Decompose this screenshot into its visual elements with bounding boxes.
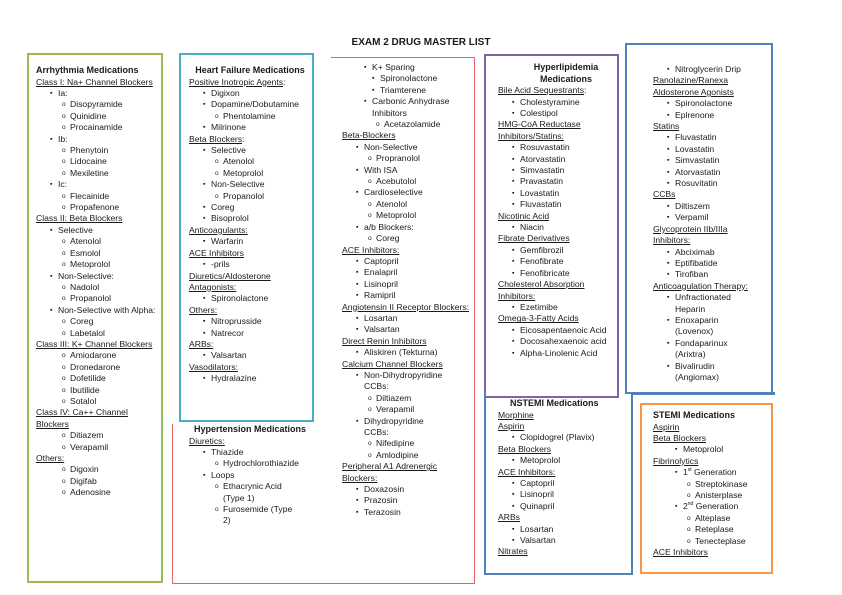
list-item: ▪ Lisinopril: [498, 489, 630, 500]
list-item: o Hydrochlorothiazide: [189, 458, 311, 469]
colon: :: [283, 76, 286, 87]
nstemi-section-cont: [653, 64, 771, 383]
list-item: ▪ Loops: [189, 470, 311, 481]
list-item: ▪ Carbonic Anhydrase Inhibitors: [342, 96, 472, 119]
list-item: ▪ Simvastatin: [498, 165, 620, 176]
list-item: o Nifedipine: [342, 438, 474, 449]
subheading: Nicotinic Acid: [498, 210, 550, 221]
subheading: ACE Inhibitors:: [498, 466, 556, 477]
list-item: o Ditiazem: [36, 430, 162, 441]
list-item: o Atenolol: [189, 156, 311, 167]
list-item: o Atenolol: [342, 199, 474, 210]
list-item: o Phentolamine: [189, 111, 311, 122]
list-item: ▪ Non-Dihydropyridine CCBs:: [342, 370, 454, 393]
list-item: o Adenosine: [36, 487, 162, 498]
list-item: ▪ Fenofibricate: [498, 268, 620, 279]
subheading: ACE Inhibitors: [189, 247, 244, 258]
list-item: ▪ Ic:: [36, 179, 162, 190]
list-item: ▪ Verpamil: [653, 212, 771, 223]
list-item: ▪ Captopril: [498, 478, 630, 489]
list-item: o Anisterplase: [653, 490, 771, 501]
list-item: o Tenecteplase: [653, 536, 771, 547]
hypertension-section-start: [189, 424, 311, 527]
page-title: EXAM 2 DRUG MASTER LIST: [351, 37, 491, 48]
colon: :: [242, 133, 245, 144]
list-item: ▪ Atorvastatin: [498, 154, 620, 165]
subheading: Diuretics/Aldosterone Antagonists:: [189, 270, 271, 292]
list-item: ▪ Selective: [36, 225, 162, 236]
list-item: ▪ Metoprolol: [653, 444, 771, 455]
list-item: ▪ Terazosin: [342, 507, 474, 518]
list-item: ▪ Clopidogrel (Plavix): [498, 432, 630, 443]
list-item: ▪ Lovastatin: [653, 144, 771, 155]
list-item: o Acetazolamide: [342, 119, 474, 130]
subheading: Vasodilators:: [189, 361, 239, 372]
list-item: o Dofetilide: [36, 373, 162, 384]
list-item: o Ibutilide: [36, 385, 162, 396]
subheading: Others:: [36, 453, 65, 463]
list-item: ▪ Spironolactone: [653, 98, 771, 109]
colon: :: [584, 85, 587, 96]
list-item: ▪ Eplrenone: [653, 110, 771, 121]
list-item: o Amlodipine: [342, 450, 474, 461]
gen-suffix: st: [687, 467, 692, 474]
gen-label: Generation: [691, 467, 737, 478]
subheading: Anticoagulants:: [189, 224, 248, 235]
list-item: ▪ a/b Blockers:: [342, 222, 474, 233]
subheading: Diuretics:: [189, 435, 225, 446]
heart-failure-section: [189, 65, 311, 385]
list-item: o Atenolol: [36, 236, 162, 247]
subheading: Glycoprotein IIb/IIIa Inhibitors:: [653, 223, 728, 246]
subheading: HMG-CoA Reductase Inhibitors/Statins:: [498, 119, 581, 141]
nstemi-connector: [631, 392, 775, 395]
list-item: ▪ Valsartan: [498, 535, 630, 546]
gen-label: Generation: [693, 501, 739, 512]
list-item: ▪ Natrecor: [189, 328, 311, 339]
list-item: ▪ Rosuvastatin: [498, 142, 620, 153]
list-item: ▪ Non-Selective with Alpha:: [36, 305, 162, 316]
list-item: ▪ Ramipril: [342, 290, 474, 301]
subheading: Others:: [189, 304, 218, 315]
list-item: ▪ Fondaparinux (Arixtra): [653, 338, 747, 361]
list-item: ▪ Selective: [189, 145, 311, 156]
list-item: ▪ Eicosapentaenoic Acid: [498, 325, 608, 336]
list-item: o Metoprolol: [36, 259, 162, 270]
list-item: ▪ Bivalirudin (Angiomax): [653, 361, 747, 384]
gen-number: 2: [683, 501, 688, 512]
list-item: o Procainamide: [36, 122, 162, 133]
subheading: Morphine: [498, 409, 534, 420]
list-item: ▪ Triamterene: [342, 85, 474, 96]
list-item: ▪ Non-Selective: [342, 142, 474, 153]
list-item: o Ethacrynic Acid (Type 1): [189, 481, 293, 504]
list-item: ▪ Fluvastatin: [498, 199, 620, 210]
subheading: Statins: [653, 121, 680, 132]
subheading: Anticoagulation Therapy:: [653, 280, 748, 291]
list-item: ▪ Valsartan: [189, 350, 311, 361]
list-item: o Verapamil: [36, 442, 162, 453]
subheading: ACE Inhibitors: [653, 547, 708, 558]
list-item: ▪ Ia:: [36, 88, 162, 99]
list-item: o Alteplase: [653, 513, 771, 524]
list-item: ▪ Quinapril: [498, 501, 630, 512]
list-item: ▪ With ISA: [342, 165, 474, 176]
list-item: o Streptokinase: [653, 479, 771, 490]
list-item: ▪ Gemfibrozil: [498, 245, 620, 256]
list-item: o Verapamil: [342, 404, 474, 415]
list-item: ▪ Abciximab: [653, 247, 771, 258]
list-item: ▪ Lisinopril: [342, 279, 474, 290]
section-heading: Hypertension Medications: [193, 424, 307, 434]
list-item: ▪ Milrinone: [189, 122, 311, 133]
list-item: ▪ Eptifibatide: [653, 258, 771, 269]
list-item: ▪ Thiazide: [189, 447, 311, 458]
list-item: o Nadolol: [36, 282, 162, 293]
list-item: ▪ Hydralazine: [189, 373, 311, 384]
list-item: ▪ Lovastatin: [498, 188, 620, 199]
subheading: Direct Renin Inhibitors: [342, 335, 427, 346]
subheading: Nitrates: [498, 546, 528, 557]
gen-number: 1: [683, 467, 688, 478]
list-item: ▪ Ezetimibe: [498, 302, 620, 313]
gen-suffix: nd: [687, 501, 694, 508]
list-item: o Digoxin: [36, 464, 162, 475]
list-item: o Labetalol: [36, 328, 162, 339]
list-item: ▪ Alpha-Linolenic Acid: [498, 348, 620, 359]
list-item: ▪ Nitroglycerin Drip: [653, 64, 771, 75]
subheading: ARBs:: [189, 338, 214, 349]
list-item: ▪ Losartan: [342, 313, 474, 324]
list-item: o Dronedarone: [36, 362, 162, 373]
list-item: o Coreg: [36, 316, 162, 327]
list-item: ▪ K+ Sparing: [342, 62, 474, 73]
subheading: Class II: Beta Blockers: [36, 213, 123, 224]
section-heading: Heart Failure Medications: [195, 65, 305, 75]
list-item: ▪ Colestipol: [498, 108, 620, 119]
subheading: Beta Blockers: [189, 133, 243, 144]
subheading: ACE Inhibitors:: [342, 244, 400, 255]
list-item: ▪ Cardioselective: [342, 187, 474, 198]
list-item: ▪ Diltiszem: [653, 201, 771, 212]
section-heading: STEMI Medications: [653, 410, 736, 420]
list-item: ▪ Niacin: [498, 222, 620, 233]
subheading: ARBs: [498, 512, 520, 523]
list-item: ▪ Fluvastatin: [653, 132, 771, 143]
subheading: Aspirin: [653, 421, 680, 432]
list-item: ▪ Docosahexaenoic acid: [498, 336, 608, 347]
list-item: ▪ Warfarin: [189, 236, 311, 247]
list-item: [653, 467, 771, 478]
list-item: o Amiodarone: [36, 350, 162, 361]
list-item: ▪ Captopril: [342, 256, 474, 267]
list-item: o Propafenone: [36, 202, 162, 213]
subheading: Cholesterol Absorption Inhibitors:: [498, 279, 585, 301]
list-item: o Reteplase: [653, 524, 771, 535]
list-item: o Metoprolol: [342, 210, 474, 221]
subheading: Omega-3-Fatty Acids: [498, 313, 579, 324]
list-item: o Propranolol: [342, 153, 474, 164]
list-item: ▪ Doxazosin: [342, 484, 474, 495]
list-item: ▪ Dihydropyridine CCBs:: [342, 416, 444, 439]
list-item: ▪ Fenofibrate: [498, 256, 620, 267]
list-item: ▪ Ib:: [36, 134, 162, 145]
list-item: o Metoprolol: [189, 168, 311, 179]
list-item: o Lidocaine: [36, 156, 162, 167]
list-item: o Mexiletine: [36, 168, 162, 179]
list-item: ▪ Rosuvitatin: [653, 178, 771, 189]
list-item: o Flecainide: [36, 191, 162, 202]
list-item: ▪ Unfractionated Heparin: [653, 292, 747, 315]
subheading: Peripheral A1 Adrenergic Blockers:: [342, 461, 438, 483]
hyperlipidemia-section: [498, 62, 620, 359]
subheading: Angiotensin II Receptor Blockers:: [342, 301, 470, 312]
list-item: ▪ Enalapril: [342, 267, 474, 278]
list-item: o Phenytoin: [36, 145, 162, 156]
subheading: CCBs: [653, 189, 676, 200]
list-item: ▪ Digixon: [189, 88, 311, 99]
list-item: ▪ Simvastatin: [653, 155, 771, 166]
subheading: Positive Inotropic Agents: [189, 76, 284, 87]
subheading: Beta Blockers: [498, 443, 552, 454]
list-item: ▪ Prazosin: [342, 495, 474, 506]
list-item: ▪ Enoxaparin (Lovenox): [653, 315, 747, 338]
list-item: ▪ Bisoprolol: [189, 213, 311, 224]
list-item: [653, 501, 771, 512]
section-heading: NSTEMI Medications: [510, 398, 599, 408]
list-item: ▪ Coreg: [189, 202, 311, 213]
list-item: o Quinidine: [36, 111, 162, 122]
nstemi-section: [498, 398, 630, 558]
subheading: Aldosterone Agonists: [653, 86, 734, 97]
section-heading: Arrhythmia Medications: [36, 65, 139, 75]
list-item: ▪ Aliskiren (Tekturna): [342, 347, 474, 358]
list-item: ▪ -prils: [189, 259, 311, 270]
subheading: Beta Blockers: [653, 433, 707, 443]
list-item: o Propanolol: [189, 191, 311, 202]
subheading: Class IV: Ca++ Channel Blockers: [36, 407, 128, 429]
list-item: ▪ Spironolactone: [189, 293, 311, 304]
section-heading: Hyperlipidemia Medications: [533, 62, 599, 84]
list-item: ▪ Dopamine/Dobutamine: [189, 99, 311, 110]
subheading: Class I: Na+ Channel Blockers: [36, 76, 153, 87]
subheading: Calcium Channel Blockers: [342, 358, 443, 369]
list-item: ▪ Metoprolol: [498, 455, 630, 466]
list-item: ▪ Pravastatin: [498, 176, 620, 187]
list-item: ▪ Valsartan: [342, 324, 474, 335]
list-item: ▪ Nitroprusside: [189, 316, 311, 327]
list-item: ▪ Cholestyramine: [498, 97, 620, 108]
list-item: ▪ Non-Selective:: [36, 271, 162, 282]
list-item: o Esmolol: [36, 248, 162, 259]
list-item: ▪ Losartan: [498, 524, 630, 535]
list-item: o Furosemide (Type 2): [189, 504, 293, 527]
list-item: ▪ Non-Selective: [189, 179, 311, 190]
subheading: Ranolazine/Ranexa: [653, 75, 729, 86]
subheading: Bile Acid Sequestrants: [498, 85, 584, 96]
subheading: Aspirin: [498, 421, 525, 431]
list-item: o Sotalol: [36, 396, 162, 407]
list-item: o Coreg: [342, 233, 474, 244]
hypertension-section-cont: [342, 62, 474, 518]
subheading: Class III: K+ Channel Blockers: [36, 338, 153, 349]
list-item: ▪ Spironolactone: [342, 73, 474, 84]
list-item: o Propanolol: [36, 293, 162, 304]
arrhythmia-section: [36, 65, 162, 499]
list-item: o Digifab: [36, 476, 162, 487]
list-item: ▪ Atorvastatin: [653, 167, 771, 178]
list-item: o Diltiazem: [342, 393, 474, 404]
list-item: ▪ Tirofiban: [653, 269, 771, 280]
subheading: Fibrinolytics: [653, 455, 699, 466]
subheading: Fibrate Derivatives: [498, 233, 570, 244]
subheading: Beta-Blockers: [342, 130, 396, 141]
list-item: o Disopyramide: [36, 99, 162, 110]
list-item: o Acebutolol: [342, 176, 474, 187]
stemi-section: [653, 410, 771, 558]
